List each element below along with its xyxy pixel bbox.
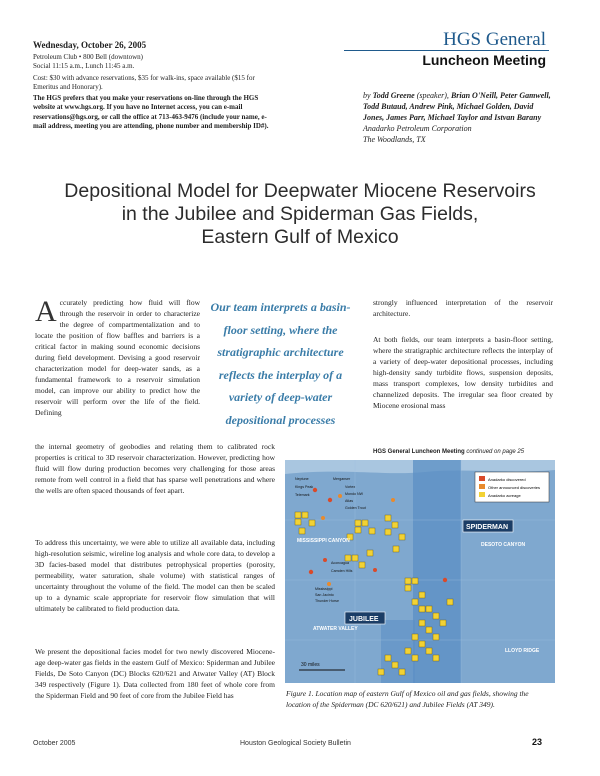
body-paragraph: the internal geometry of geobodies and relating them to calibrated rock properties is critical to 3D reservoir characterization. However, predicting how fluid will flow during production becomes very challenging for those areas remote from well control in a field that has sparse well penetrations and where the wells are often spaced thousands of feet apart. bbox=[35, 442, 275, 495]
legend-label: Anadarko discovered bbox=[488, 477, 526, 482]
continued-note bbox=[373, 449, 553, 455]
meeting-info bbox=[33, 40, 278, 131]
region-label: ATWATER VALLEY bbox=[313, 626, 358, 632]
article-title bbox=[20, 180, 580, 249]
by-label: by bbox=[363, 91, 371, 100]
location-map bbox=[285, 460, 555, 683]
title-line: Eastern Gulf of Mexico bbox=[201, 226, 399, 248]
author-block bbox=[363, 90, 553, 145]
meeting-venue: Petroleum Club • 800 Bell (downtown) bbox=[33, 53, 143, 61]
field-name: San Jacinto bbox=[315, 593, 334, 597]
scale-label: 30 miles bbox=[301, 662, 320, 668]
body-column-1 bbox=[35, 297, 200, 418]
jubilee-label: JUBILEE bbox=[349, 616, 379, 623]
region-label: DESOTO CANYON bbox=[481, 542, 526, 548]
caption-text: Location map of eastern Gulf of Mexico oil and gas fields, showing the location of the Spiderman (DC 620/621) and Jubilee Fields (AT 349). bbox=[286, 689, 529, 709]
spiderman-label: SPIDERMAN bbox=[466, 524, 509, 531]
legend-label: Anadarko acreage bbox=[488, 493, 521, 498]
title-line: in the Jubilee and Spiderman Gas Fields, bbox=[121, 203, 479, 225]
region-label: MISSISSIPPI CANYON bbox=[297, 538, 350, 544]
field-name: Atlas bbox=[345, 499, 353, 503]
title-line: Depositional Model for Deepwater Miocene Reservoirs bbox=[64, 180, 536, 202]
reservation-note: The HGS prefers that you make your reservations on-line through the HGS website at www.hgs.org. If you have no Internet access, you can e-mail reservations@hgs.org, or call the office at 713-463-9476 (include your name, e-mail address, meeting you are attending, phone number and membership ID#). bbox=[33, 94, 269, 131]
continued-text: continued on page 25 bbox=[466, 449, 525, 455]
field-name: Camden Hills bbox=[331, 569, 353, 573]
field-name: Vortex bbox=[345, 485, 356, 489]
field-name: Golden Trout bbox=[345, 506, 366, 510]
body-text: ccurately predicting how fluid will flow through the reservoir in order to characterize the degree of compartmentalization and to locate the position of flow baffles and barriers is a critical factor in making sound economic decisions during field development. Devising a good reservoir characterization model for deep-water sands, as a fundamental framework to a reservoir simulation model, can improve our ability to predict how the reservoir will perform over the life of the field. Defining bbox=[35, 298, 200, 417]
field-name: Merganser bbox=[333, 477, 351, 481]
section-brand bbox=[344, 30, 549, 69]
body-paragraph: We present the depositional facies model for two newly discovered Miocene-age deep-water gas fields in the eastern Gulf of Mexico: Spiderman and Jubilee Fields, De Soto Canyon (DC) Blocks 620/621 and Atwater Valley (AT) Block 349 respectively (Figure 1). Data collected from 180 feet of whole core from the Spiderman Field and 90 feet of core from the Jubilee Field has bbox=[35, 647, 275, 700]
legend-swatch bbox=[479, 484, 485, 489]
speaker-tag: (speaker), bbox=[416, 91, 449, 100]
meeting-cost: Cost: $30 with advance reservations, $35 for walk-ins, space available ($15 for Emeritus and Honorary). bbox=[33, 73, 255, 91]
meeting-times: Social 11:15 a.m., Lunch 11:45 a.m. bbox=[33, 62, 135, 71]
footer-publication: Houston Geological Society Bulletin bbox=[240, 740, 351, 747]
body-column-3: At both fields, our team interprets a basin-floor setting, where the stratigraphic architecture reflects the interplay of a variety of deep-water depositional processes, including high-density sandy turbidite flows, suspension deposits, mass transport complexes, low density turbidites and channelized deposits. The irregular sea floor created by Miocene erosional mass bbox=[373, 335, 553, 410]
legend-swatch bbox=[479, 492, 485, 497]
field-name: Kings Peak bbox=[295, 485, 314, 489]
map-graphic bbox=[285, 460, 555, 683]
pull-quote: Our team interprets a basin-floor setting, where the stratigraphic architecture reflects the interplay of a variety of deep-water depositional processes bbox=[210, 300, 351, 427]
field-name: Mondo NW bbox=[345, 492, 363, 496]
speaker-name: Todd Greene bbox=[372, 91, 415, 100]
legend-label: Other announced discoveries bbox=[488, 485, 541, 490]
body-column-3-top: strongly influenced interpretation of the reservoir architecture. bbox=[373, 298, 553, 318]
figure-number: Figure 1. bbox=[286, 689, 314, 698]
lease-highlight bbox=[413, 460, 461, 683]
drop-cap: A bbox=[35, 295, 57, 328]
coauthor-names: Brian O'Neill, Peter Gamwell, Todd Butaud, Andrew Pink, Michael Golden, David Jones, James Parr, Michael Taylor and Istvan Barany bbox=[363, 91, 551, 122]
footer-date: October 2005 bbox=[33, 740, 76, 747]
body-paragraph: To address this uncertainty, we were able to utilize all available data, including high-resolution seismic, wireline log analysis and whole core data, to develop a 3D facies-based model that distributes petrophysical properties (porosity, permeability, water saturation, shale volume) with statistical ranges of uncertainty throughout the volume of the field. The model can then be scaled up to a dynamic scale appropriate for reservoir flow simulation that will ultimately be calibrated to field production data. bbox=[35, 538, 275, 613]
page-number: 23 bbox=[532, 737, 543, 747]
figure-caption bbox=[286, 689, 554, 710]
field-name: Telemark bbox=[295, 493, 310, 497]
continued-label: HGS General Luncheon Meeting bbox=[373, 449, 465, 455]
author-company: Anadarko Petroleum Corporation bbox=[363, 124, 472, 133]
field-name: Thunder Horse bbox=[315, 599, 339, 603]
author-location: The Woodlands, TX bbox=[363, 135, 426, 144]
field-name: Aconcagua bbox=[331, 561, 349, 565]
brand-line2: Luncheon Meeting bbox=[422, 52, 546, 68]
field-name: Mississippi bbox=[315, 587, 333, 591]
brand-line1: HGS General bbox=[344, 30, 549, 51]
legend-swatch bbox=[479, 476, 485, 481]
region-label: LLOYD RIDGE bbox=[505, 648, 540, 654]
meeting-date: Wednesday, October 26, 2005 bbox=[33, 40, 147, 50]
field-name: Neptune bbox=[295, 477, 309, 481]
